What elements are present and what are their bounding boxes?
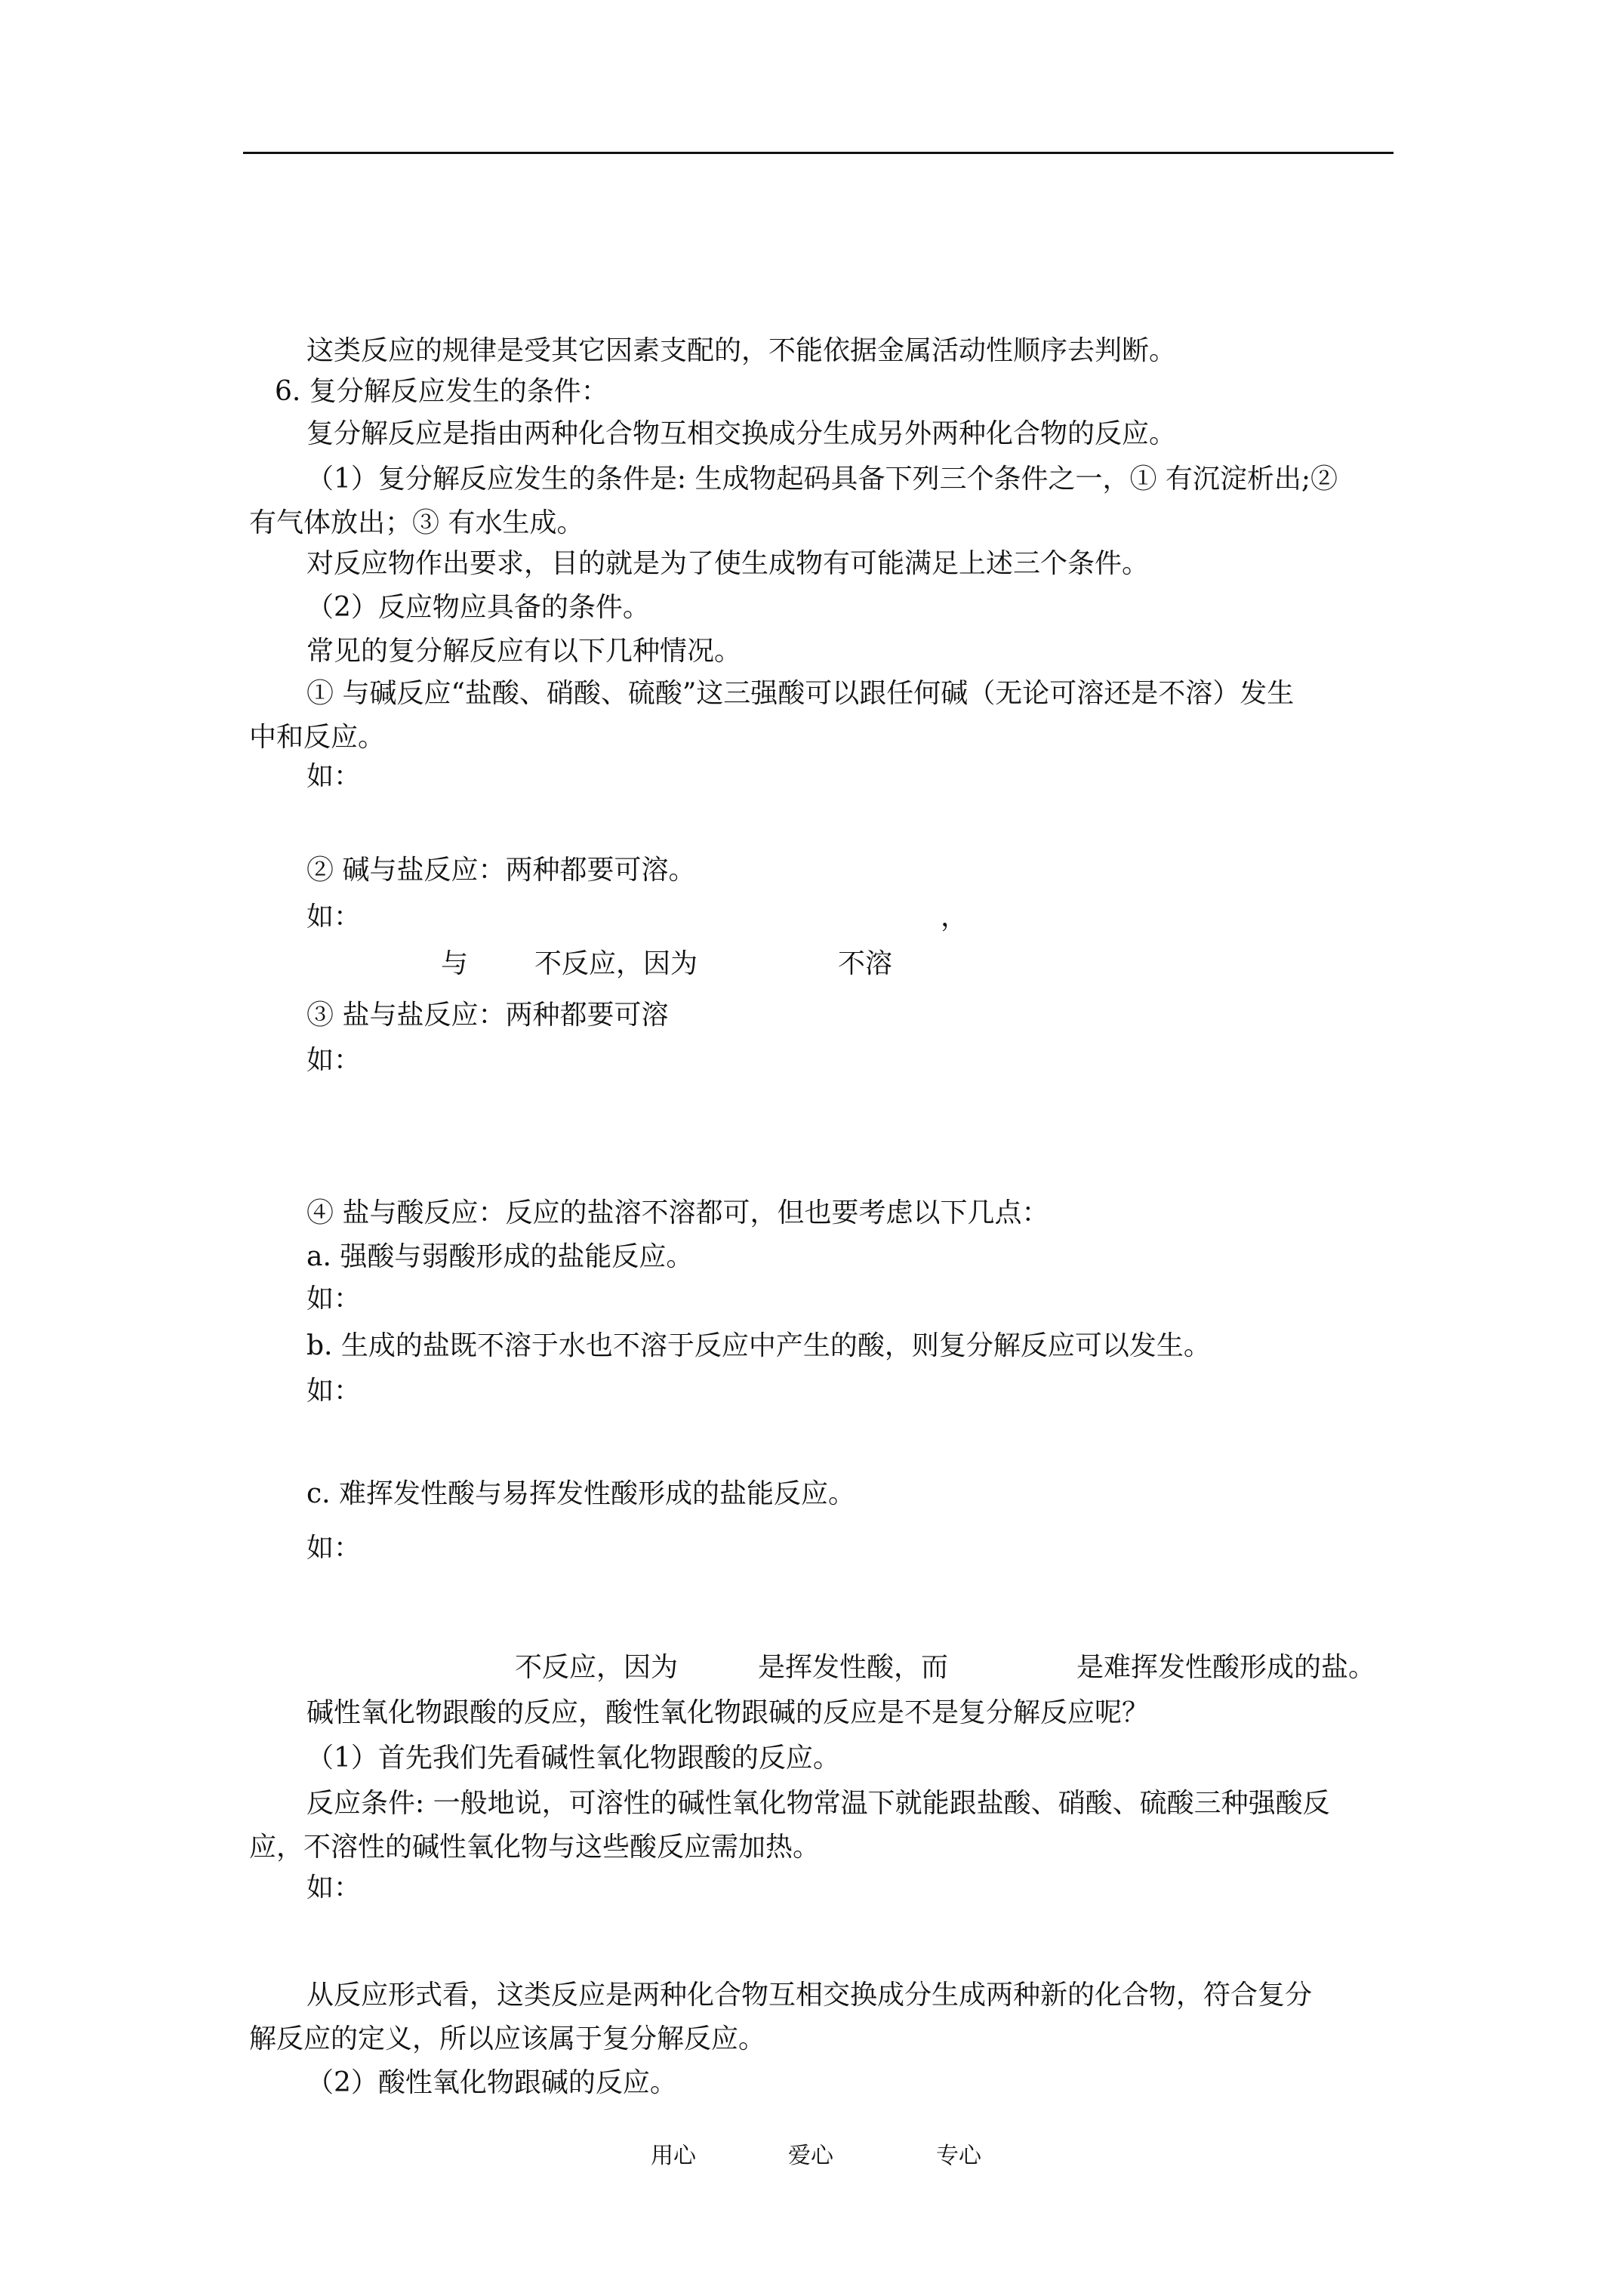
text-line: 从反应形式看，这类反应是两种化合物互相交换成分生成两种新的化合物，符合复分 xyxy=(306,1980,1313,2011)
example-label: 如： xyxy=(306,901,362,932)
example-label: 如： xyxy=(306,1045,362,1076)
example-label: 如： xyxy=(306,1872,362,1903)
text-line: 中和反应。 xyxy=(249,722,386,753)
text-line: ③ 盐与盐反应：两种都要可溶 xyxy=(306,1000,669,1031)
footer-text: 爱心 xyxy=(788,2143,833,2169)
example-label: 如： xyxy=(306,1533,362,1564)
section-heading: 6. 复分解反应发生的条件： xyxy=(275,376,608,407)
text-line: （2）反应物应具备的条件。 xyxy=(306,592,650,623)
text-line: 解反应的定义，所以应该属于复分解反应。 xyxy=(249,2023,766,2054)
text-line: 碱性氧化物跟酸的反应，酸性氧化物跟碱的反应是不是复分解反应呢？ xyxy=(306,1697,1150,1728)
example-label: 如： xyxy=(306,1284,362,1314)
text-line: （2）酸性氧化物跟碱的反应。 xyxy=(306,2067,677,2098)
text-line: 有气体放出；③ 有水生成。 xyxy=(249,507,584,538)
text-line: （1）复分解反应发生的条件是: 生成物起码具备下列三个条件之一，① 有沉淀析出;② xyxy=(306,464,1338,495)
header-rule xyxy=(243,152,1394,154)
text-fragment: 不反应，因为 xyxy=(534,948,698,979)
text-fragment: 是挥发性酸，而 xyxy=(758,1652,949,1683)
example-label: 如： xyxy=(306,761,362,792)
text-fragment: 是难挥发性酸形成的盐。 xyxy=(1076,1652,1376,1683)
footer-text: 用心 xyxy=(651,2143,696,2169)
text-line: ④ 盐与酸反应：反应的盐溶不溶都可，但也要考虑以下几点： xyxy=(306,1197,1049,1228)
text-line: ① 与碱反应“盐酸、硝酸、硫酸”这三强酸可以跟任何碱（无论可溶还是不溶）发生 xyxy=(306,678,1295,709)
text-line: 反应条件: 一般地说，可溶性的碱性氧化物常温下就能跟盐酸、硝酸、硫酸三种强酸反 xyxy=(306,1788,1330,1819)
text-line: 应，不溶性的碱性氧化物与这些酸反应需加热。 xyxy=(249,1832,821,1863)
text-line: c. 难挥发性酸与易挥发性酸形成的盐能反应。 xyxy=(306,1478,856,1509)
text-fragment: 不反应，因为 xyxy=(515,1652,679,1683)
footer-text: 专心 xyxy=(936,2143,981,2169)
text-fragment: ， xyxy=(941,901,969,932)
text-fragment: 不溶 xyxy=(838,948,893,979)
text-line: a. 强酸与弱酸形成的盐能反应。 xyxy=(306,1241,694,1272)
text-line: （1）首先我们先看碱性氧化物跟酸的反应。 xyxy=(306,1743,840,1774)
text-fragment: 与 xyxy=(441,948,469,979)
text-line: 常见的复分解反应有以下几种情况。 xyxy=(306,636,742,667)
text-line: 对反应物作出要求，目的就是为了使生成物有可能满足上述三个条件。 xyxy=(306,548,1150,579)
text-line: ② 碱与盐反应：两种都要可溶。 xyxy=(306,855,696,886)
text-line: 复分解反应是指由两种化合物互相交换成分生成另外两种化合物的反应。 xyxy=(306,418,1177,449)
text-line: 这类反应的规律是受其它因素支配的，不能依据金属活动性顺序去判断。 xyxy=(306,335,1177,366)
text-line: b. 生成的盐既不溶于水也不溶于反应中产生的酸，则复分解反应可以发生。 xyxy=(306,1330,1211,1361)
example-label: 如： xyxy=(306,1376,362,1407)
